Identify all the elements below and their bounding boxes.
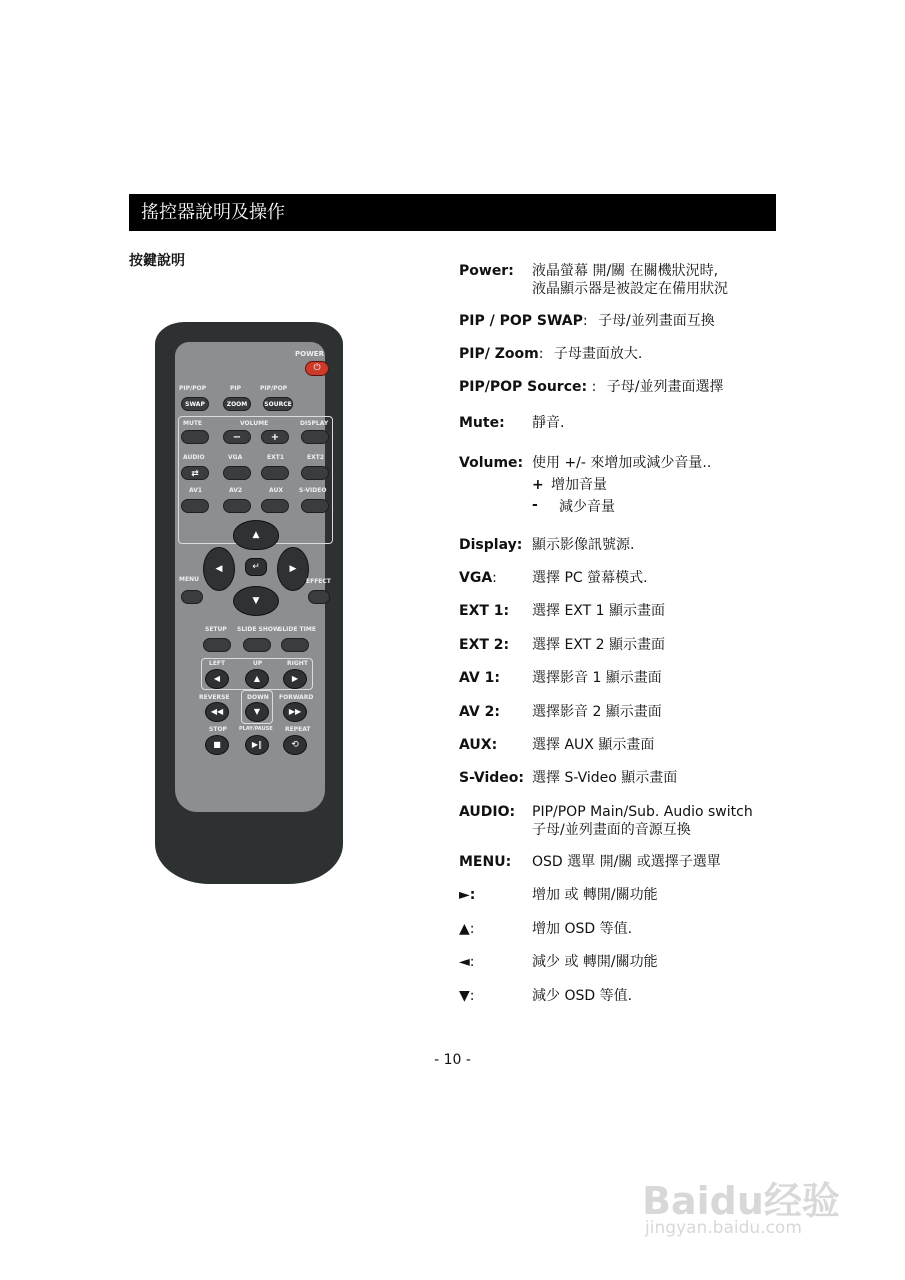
desc-pip-pop-swap: [459, 312, 715, 330]
desc-menu: [459, 853, 721, 871]
remote-control-illustration: [155, 322, 343, 884]
source-button: SOURCE: [263, 397, 293, 411]
ext2-button: [301, 466, 329, 480]
volume-down-button: −: [223, 430, 251, 444]
desc-key: VGA: [459, 570, 493, 586]
down-button-icon: ▼: [245, 702, 269, 722]
desc-value: 選擇影音 1 顯示畫面: [532, 670, 662, 686]
pip-label: PIP: [230, 385, 242, 392]
audio-label: AUDIO: [183, 454, 205, 461]
desc-key: PIP/ Zoom: [459, 346, 539, 362]
desc-value-2: 液晶顯示器是被設定在備用狀況: [532, 281, 728, 297]
desc-aux: [459, 736, 655, 754]
section-title: 搖控器說明及操作: [129, 194, 776, 231]
play-pause-icon: ▶‖: [245, 735, 269, 755]
vga-button: [223, 466, 251, 480]
desc-key: Volume:: [459, 455, 524, 471]
desc-value: 增加 或 轉開/關功能: [532, 887, 658, 903]
pip-pop-label-1: PIP/POP: [179, 385, 207, 392]
up-arrow-icon: ▲: [233, 520, 279, 550]
desc-value: PIP/POP Main/Sub. Audio switch: [532, 804, 753, 820]
left-arrow-icon: ◀: [203, 547, 235, 591]
desc-left-arrow: [459, 953, 658, 971]
desc-value: 子母/並列畫面互換: [598, 313, 715, 329]
mute-label: MUTE: [183, 420, 203, 427]
desc-value: 選擇 PC 螢幕模式.: [532, 570, 648, 586]
desc-key: Display:: [459, 537, 523, 553]
desc-key: AUDIO:: [459, 804, 516, 820]
minus-symbol: -: [532, 497, 538, 513]
desc-value-2: 子母/並列畫面的音源互換: [532, 822, 691, 838]
page-number: - 10 -: [434, 1052, 471, 1068]
desc-key: EXT 2:: [459, 637, 510, 653]
repeat-label: REPEAT: [285, 726, 311, 733]
desc-value: 選擇 EXT 2 顯示畫面: [532, 637, 665, 653]
pip-pop-label-2: PIP/POP: [260, 385, 288, 392]
desc-value: OSD 選單 開/關 或選擇子選單: [532, 854, 721, 870]
swap-button: SWAP: [181, 397, 209, 411]
up-label: UP: [253, 660, 263, 667]
right-arrow-icon: ►:: [459, 887, 476, 903]
stop-icon: ■: [205, 735, 229, 755]
power-label: POWER: [295, 350, 324, 358]
volume-label: VOLUME: [240, 420, 269, 427]
desc-key: Mute:: [459, 415, 505, 431]
vga-label: VGA: [228, 454, 243, 461]
up-arrow-icon: ▲:: [459, 921, 475, 937]
desc-value: 選擇影音 2 顯示畫面: [532, 704, 662, 720]
ext2-label: EXT2: [307, 454, 324, 461]
desc-power: [459, 262, 728, 297]
right-button-icon: ▶: [283, 669, 307, 689]
desc-key: Power:: [459, 263, 514, 279]
desc-value: 使用 +/- 來增加或減少音量..: [532, 455, 712, 471]
desc-down-arrow: [459, 987, 633, 1005]
desc-key: S-Video:: [459, 770, 524, 786]
plus-text: 增加音量: [551, 477, 607, 493]
slideshow-label: SLIDE SHOW: [237, 626, 280, 633]
desc-value: 選擇 S-Video 顯示畫面: [532, 770, 678, 786]
svideo-label: S-VIDEO: [299, 487, 327, 494]
display-button: [301, 430, 329, 444]
effect-button: [308, 590, 330, 604]
desc-up-arrow: [459, 920, 633, 938]
av1-button: [181, 499, 209, 513]
desc-display: [459, 536, 635, 554]
desc-value: 子母/並列畫面選擇: [606, 379, 724, 395]
desc-key: AUX:: [459, 737, 498, 753]
slidetime-label: SLIDE TIME: [278, 626, 316, 633]
aux-button: [261, 499, 289, 513]
desc-value: 選擇 AUX 顯示畫面: [532, 737, 655, 753]
setup-button: [203, 638, 231, 652]
desc-key: AV 2:: [459, 704, 500, 720]
setup-label: SETUP: [205, 626, 227, 633]
desc-mute: [459, 414, 565, 432]
desc-value: 顯示影像訊號源.: [532, 537, 635, 553]
subsection-title: 按鍵說明: [129, 253, 185, 269]
av2-button: [223, 499, 251, 513]
watermark-logo: Baidu经验: [642, 1179, 840, 1223]
desc-ext1: [459, 602, 665, 620]
svideo-button: [301, 499, 329, 513]
watermark-url: jingyan.baidu.com: [645, 1218, 802, 1238]
play-pause-label: PLAY/PAUSE: [239, 726, 273, 732]
desc-key-suffix: :: [538, 346, 544, 362]
right-label: RIGHT: [287, 660, 308, 667]
slidetime-button: [281, 638, 309, 652]
desc-key-suffix: :: [492, 570, 497, 586]
aux-label: AUX: [269, 487, 283, 494]
desc-key-suffix: :: [591, 379, 597, 395]
desc-pip-pop-source: [459, 378, 723, 396]
left-arrow-icon: ◄:: [459, 954, 475, 970]
desc-key: MENU:: [459, 854, 512, 870]
desc-audio: [459, 803, 753, 838]
desc-key: PIP / POP SWAP: [459, 313, 583, 329]
ext1-button: [261, 466, 289, 480]
mute-button: [181, 430, 209, 444]
volume-up-button: +: [261, 430, 289, 444]
av2-label: AV2: [229, 487, 243, 494]
desc-value: 選擇 EXT 1 顯示畫面: [532, 603, 665, 619]
power-icon: ⏻: [305, 361, 329, 376]
minus-text: 減少音量: [559, 499, 615, 515]
right-arrow-icon: ▶: [277, 547, 309, 591]
desc-value: 增加 OSD 等值.: [532, 921, 633, 937]
remote-panel: [175, 342, 331, 812]
left-label: LEFT: [209, 660, 226, 667]
repeat-icon: ⟲: [283, 735, 307, 755]
menu-button: [181, 590, 203, 604]
reverse-label: REVERSE: [199, 694, 230, 701]
down-arrow-icon: ▼: [233, 586, 279, 616]
rewind-icon: ◀◀: [205, 702, 229, 722]
desc-volume: [459, 454, 712, 515]
desc-av1: [459, 669, 662, 687]
stop-label: STOP: [209, 726, 227, 733]
desc-vga: [459, 569, 648, 587]
desc-key: AV 1:: [459, 670, 500, 686]
desc-value: 靜音.: [532, 415, 565, 431]
up-button-icon: ▲: [245, 669, 269, 689]
ext1-label: EXT1: [267, 454, 284, 461]
left-button-icon: ◀: [205, 669, 229, 689]
desc-value: 減少 或 轉開/關功能: [532, 954, 658, 970]
down-label: DOWN: [247, 694, 269, 701]
zoom-button: ZOOM: [223, 397, 251, 411]
desc-value: 子母畫面放大.: [553, 346, 643, 362]
desc-av2: [459, 703, 662, 721]
av1-label: AV1: [189, 487, 203, 494]
desc-ext2: [459, 636, 665, 654]
slideshow-button: [243, 638, 271, 652]
forward-label: FORWARD: [279, 694, 314, 701]
enter-icon: ↵: [245, 558, 267, 576]
desc-svideo: [459, 769, 678, 787]
desc-value: 液晶螢幕 開/關 在關機狀況時,: [532, 263, 719, 279]
plus-symbol: +: [532, 477, 544, 493]
desc-value: 減少 OSD 等值.: [532, 988, 633, 1004]
desc-key: EXT 1:: [459, 603, 510, 619]
effect-label: EFFECT: [306, 578, 331, 585]
down-arrow-icon: ▼:: [459, 988, 475, 1004]
desc-key: PIP/POP Source:: [459, 379, 588, 395]
display-label: DISPLAY: [300, 420, 329, 427]
fast-forward-icon: ▶▶: [283, 702, 307, 722]
menu-label: MENU: [179, 576, 199, 583]
desc-right-arrow: [459, 886, 658, 904]
desc-key-suffix: :: [582, 313, 588, 329]
desc-pip-zoom: [459, 345, 642, 363]
audio-switch-icon: ⇄: [181, 466, 209, 480]
